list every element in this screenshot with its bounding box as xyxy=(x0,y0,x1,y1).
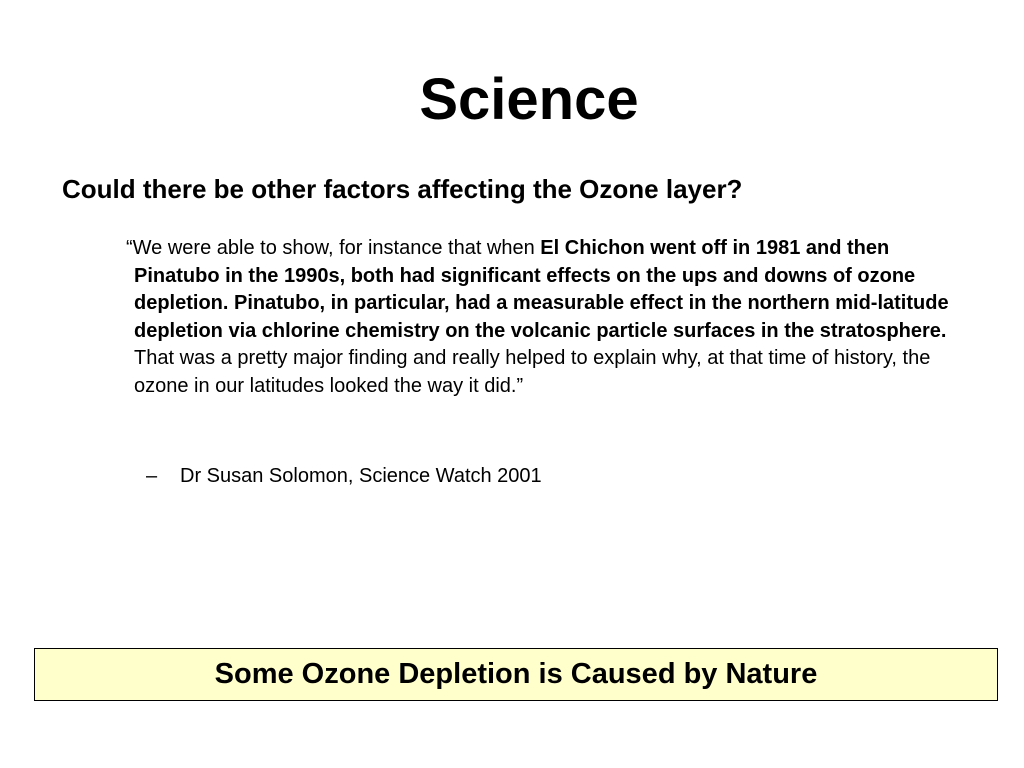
callout-text: Some Ozone Depletion is Caused by Nature xyxy=(214,658,818,690)
quote-paragraph xyxy=(126,235,949,401)
quote-emphasis: El Chichon went off in 1981 and then Pinatubo in the 1990s, both had significant effects on the ups and downs of ozone depletion. Pinatubo, in particular, had a measurable effect in the northern mid-latitude depletion via chlorine chemistry on the volcanic particle surfaces in the stratosphere. xyxy=(134,237,949,342)
conclusion-callout-box xyxy=(34,648,998,701)
slide-title: Science xyxy=(419,67,639,132)
quote-text-end: That was a pretty major finding and really helped to explain why, at that time of history, the ozone in our latitudes looked the way it did.” xyxy=(134,347,931,397)
quote-attribution xyxy=(146,462,542,490)
quote-text-start: “We were able to show, for instance that when xyxy=(126,237,541,259)
attribution-dash: – xyxy=(146,465,158,487)
attribution-text: Dr Susan Solomon, Science Watch 2001 xyxy=(180,465,542,487)
slide-subtitle: Could there be other factors affecting the Ozone layer? xyxy=(62,174,743,204)
